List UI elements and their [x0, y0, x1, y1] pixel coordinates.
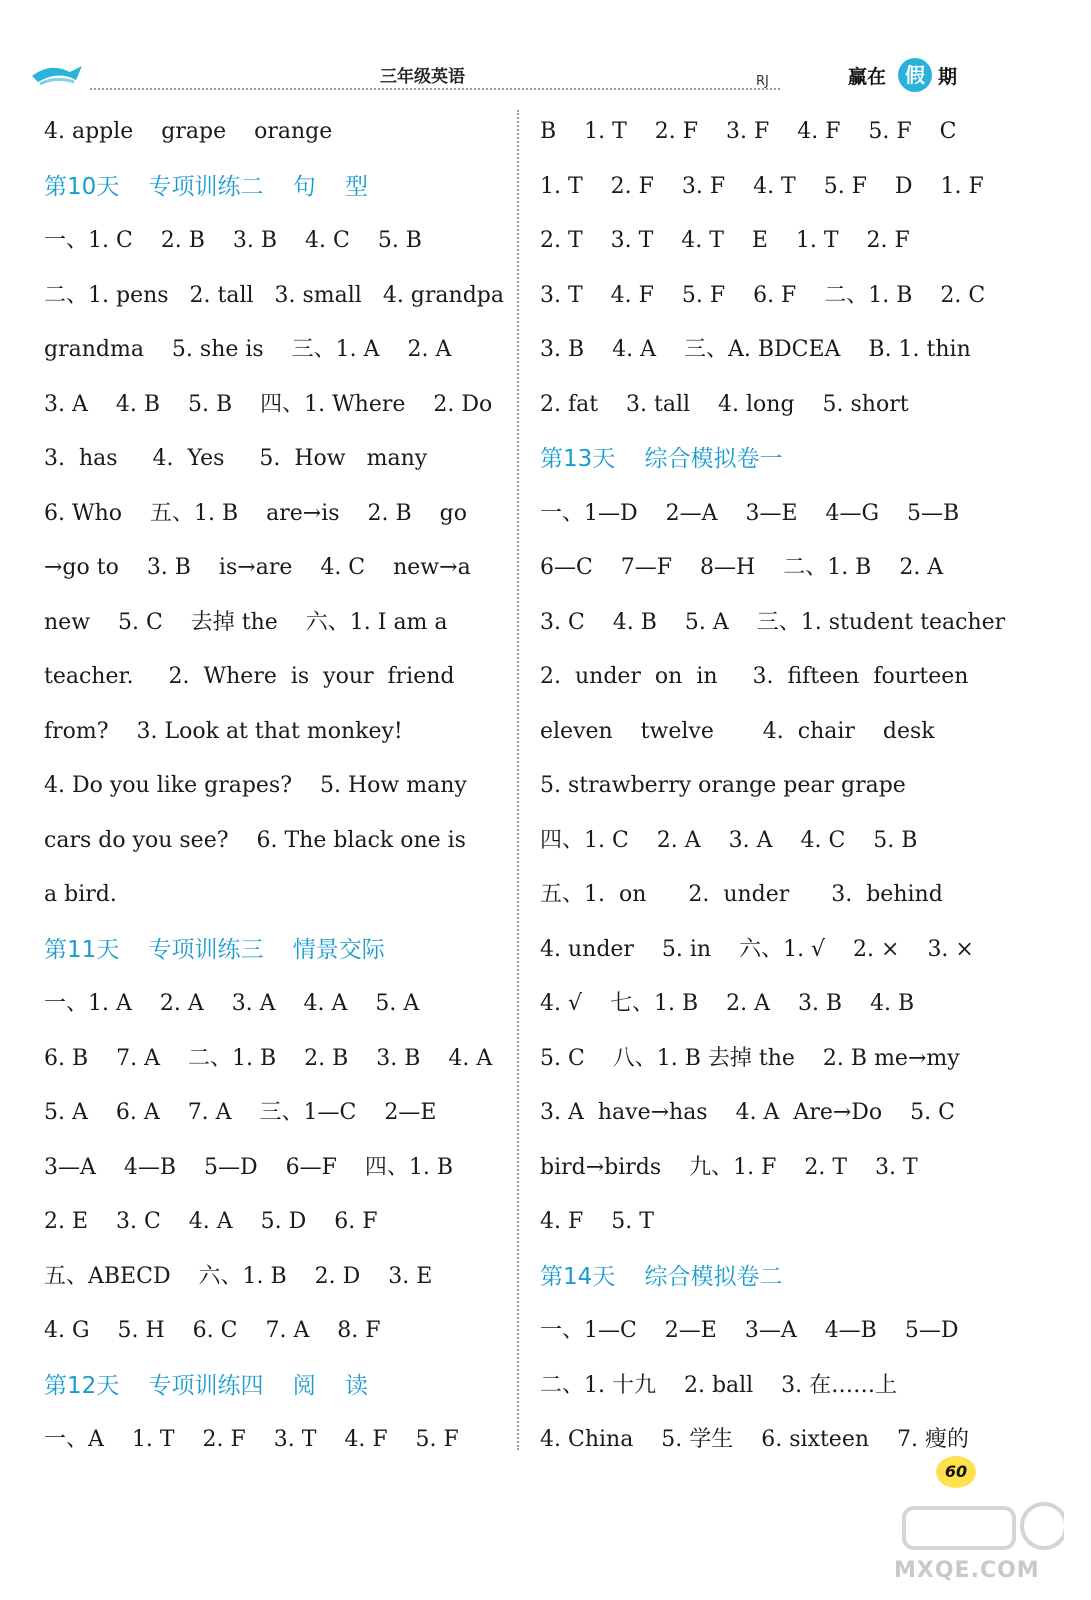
- answer-line: a bird.: [44, 882, 117, 907]
- answer-line: 5. A 6. A 7. A 三、1—C 2—E: [44, 1100, 437, 1125]
- page-number: 60: [936, 1456, 976, 1488]
- brand-center-badge: 假: [898, 58, 932, 92]
- answer-line: 3. C 4. B 5. A 三、1. student teacher: [540, 609, 1006, 635]
- answer-line: 一、1. A 2. A 3. A 4. A 5. A: [44, 991, 420, 1016]
- answer-line: 二、1. 十九 2. ball 3. 在……上: [540, 1372, 898, 1398]
- answer-line: 2. E 3. C 4. A 5. D 6. F: [44, 1209, 378, 1234]
- answer-line: 3. T 4. F 5. F 6. F 二、1. B 2. C: [540, 282, 986, 308]
- section-heading: 第10天 专项训练二 句 型: [44, 173, 368, 200]
- answer-line: 四、1. C 2. A 3. A 4. C 5. B: [540, 827, 918, 853]
- answer-line: 一、1—C 2—E 3—A 4—B 5—D: [540, 1318, 959, 1343]
- section-heading: 第12天 专项训练四 阅 读: [44, 1372, 368, 1399]
- answer-line: 3. B 4. A 三、A. BDCEA B. 1. thin: [540, 337, 971, 362]
- brand-right-text: 期: [938, 66, 958, 88]
- left-column: [44, 105, 504, 1468]
- answer-line: 1. T 2. F 3. F 4. T 5. F D 1. F: [540, 173, 984, 199]
- answer-line: 4. under 5. in 六、1. √ 2. × 3. ×: [540, 936, 974, 962]
- answer-line: 6. Who 五、1. B are→is 2. B go: [44, 500, 467, 526]
- answer-line: eleven twelve 4. chair desk: [540, 718, 935, 744]
- answer-line: 二、1. pens 2. tall 3. small 4. grandpa: [44, 282, 504, 308]
- section-heading: 第14天 综合模拟卷二: [540, 1263, 783, 1290]
- answer-line: bird→birds 九、1. F 2. T 3. T: [540, 1154, 918, 1180]
- grade-title: 三年级英语: [380, 67, 465, 87]
- answer-line: 5. C 八、1. B 去掉 the 2. B me→my: [540, 1045, 960, 1071]
- answer-line: from? 3. Look at that monkey!: [44, 718, 403, 744]
- answer-line: new 5. C 去掉 the 六、1. I am a: [44, 609, 448, 635]
- answer-line: →go to 3. B is→are 4. C new→a: [44, 555, 471, 580]
- answer-line: 4. China 5. 学生 6. sixteen 7. 瘦的: [540, 1427, 969, 1452]
- answer-line: grandma 5. she is 三、1. A 2. A: [44, 337, 452, 362]
- watermark-emblem-icon: [894, 1488, 1064, 1558]
- answer-line: 4. apple grape orange: [44, 119, 333, 144]
- edition-label: RJ: [756, 74, 769, 89]
- answer-line: 6. B 7. A 二、1. B 2. B 3. B 4. A: [44, 1045, 493, 1071]
- answer-line: B 1. T 2. F 3. F 4. F 5. F C: [540, 119, 957, 144]
- answer-line: 五、ABECD 六、1. B 2. D 3. E: [44, 1263, 433, 1289]
- answer-line: cars do you see? 6. The black one is: [44, 827, 466, 853]
- answer-line: 4. F 5. T: [540, 1209, 654, 1234]
- answer-line: 2. T 3. T 4. T E 1. T 2. F: [540, 228, 910, 253]
- answer-line: 2. under on in 3. fifteen fourteen: [540, 664, 969, 689]
- answer-line: 一、1. C 2. B 3. B 4. C 5. B: [44, 228, 422, 253]
- right-column: [540, 105, 1006, 1468]
- answer-line: 3. A have→has 4. A Are→Do 5. C: [540, 1100, 955, 1125]
- answer-line: 3—A 4—B 5—D 6—F 四、1. B: [44, 1154, 453, 1180]
- answer-line: 2. fat 3. tall 4. long 5. short: [540, 391, 909, 417]
- answer-line: 4. √ 七、1. B 2. A 3. B 4. B: [540, 991, 915, 1016]
- answer-line: 4. G 5. H 6. C 7. A 8. F: [44, 1318, 381, 1343]
- watermark-text: MXQE.COM: [894, 1558, 1040, 1583]
- answer-line: 6—C 7—F 8—H 二、1. B 2. A: [540, 555, 944, 580]
- section-heading: 第13天 综合模拟卷一: [540, 446, 783, 472]
- answer-line: 五、1. on 2. under 3. behind: [540, 882, 943, 907]
- answer-line: 4. Do you like grapes? 5. How many: [44, 773, 467, 798]
- answer-line: 5. strawberry orange pear grape: [540, 773, 906, 798]
- answer-line: 3. A 4. B 5. B 四、1. Where 2. Do: [44, 391, 493, 417]
- section-heading: 第11天 专项训练三 情景交际: [44, 936, 385, 963]
- brand-left-text: 赢在: [848, 66, 887, 88]
- answer-line: 3. has 4. Yes 5. How many: [44, 446, 428, 471]
- page-header: [0, 0, 1091, 110]
- answer-line: teacher. 2. Where is your friend: [44, 664, 455, 689]
- watermark-logo: [894, 1488, 1064, 1588]
- header-dotted-rule: [90, 88, 780, 90]
- column-divider: [517, 110, 519, 1450]
- brand-logo: [846, 58, 986, 98]
- answer-line: 一、1—D 2—A 3—E 4—G 5—B: [540, 500, 960, 526]
- answer-line: 一、A 1. T 2. F 3. T 4. F 5. F: [44, 1427, 459, 1452]
- swoosh-logo-icon: [30, 58, 90, 90]
